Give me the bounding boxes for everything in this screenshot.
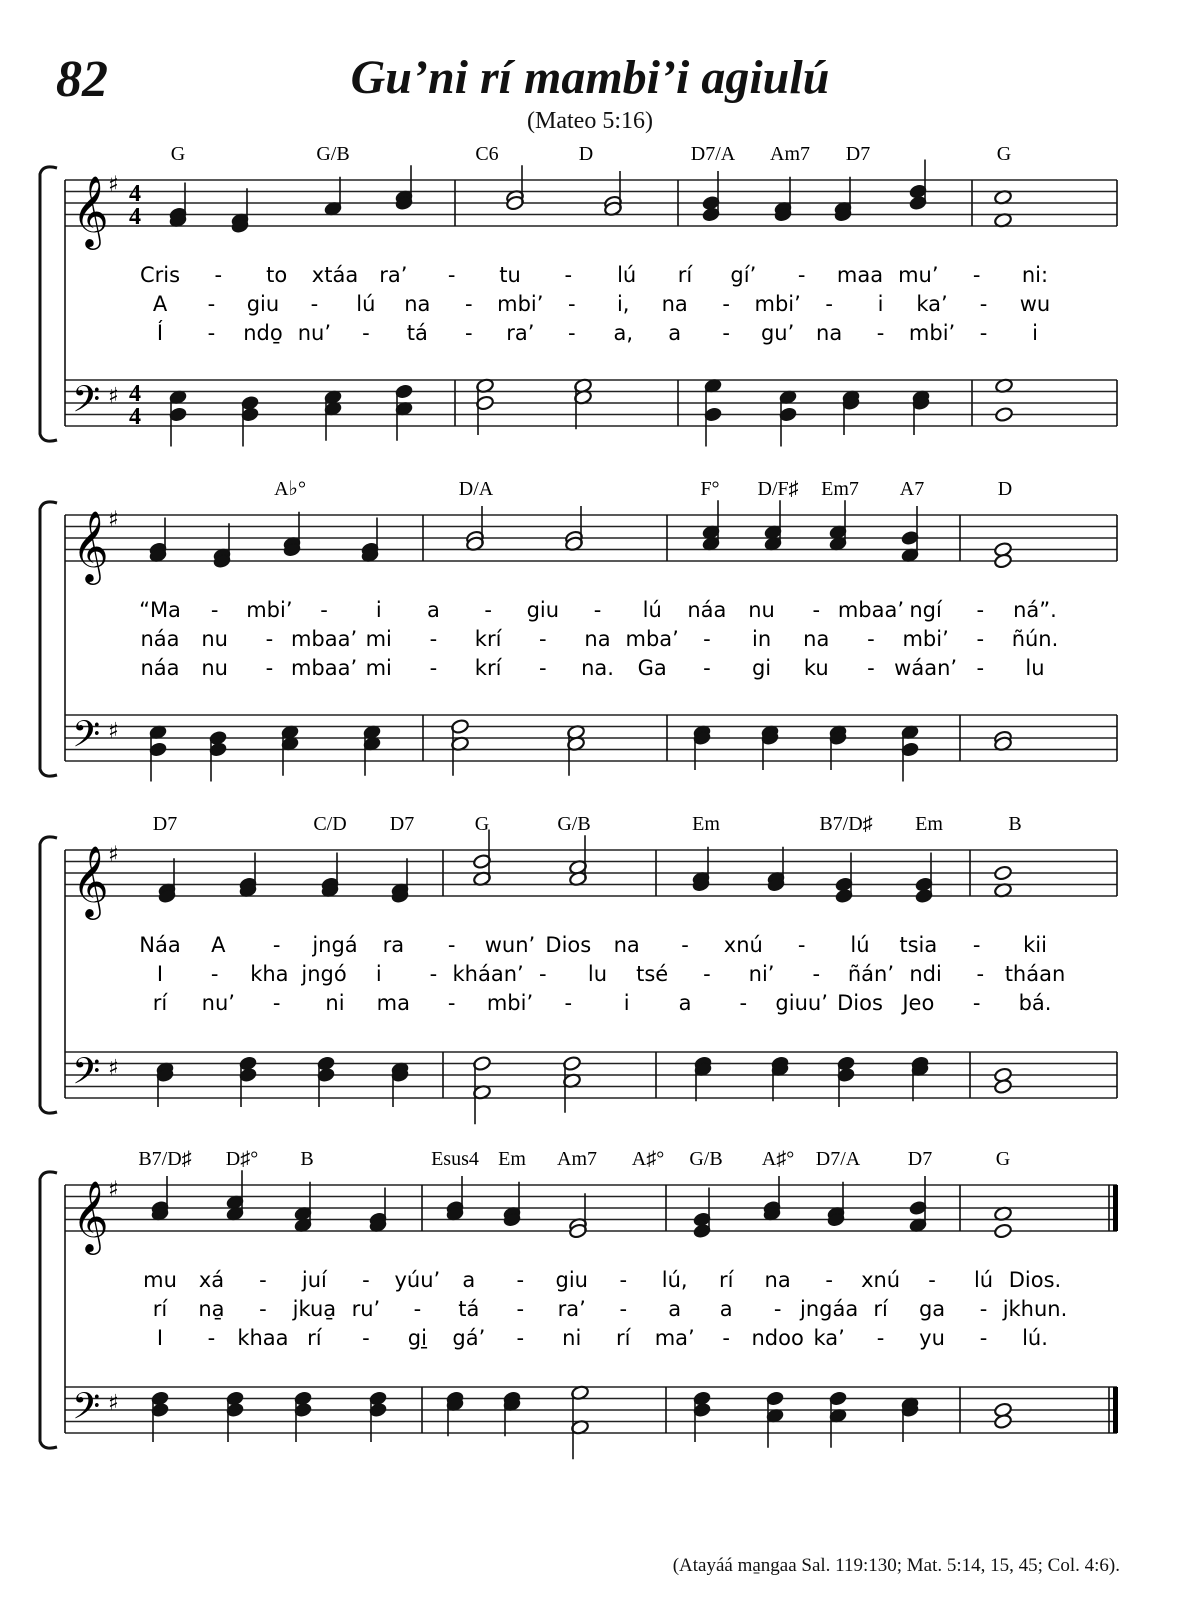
lyric-syllable: lú xyxy=(973,1268,994,1292)
lyric-hyphen: - xyxy=(516,1297,525,1321)
lyric-hyphen: - xyxy=(825,1268,833,1292)
key-signature-sharp-icon: ♯ xyxy=(108,172,119,198)
key-signature-sharp-icon: ♯ xyxy=(108,507,119,533)
lyric-hyphen: - xyxy=(214,263,223,287)
chord-symbol: Em7 xyxy=(821,478,859,500)
lyric-syllable: lú, xyxy=(661,1268,688,1292)
lyric-hyphen: - xyxy=(484,598,492,622)
lyric-syllable: a xyxy=(462,1268,476,1292)
lyric-syllable: mbi’ xyxy=(497,292,544,316)
lyric-syllable: mu’ xyxy=(898,263,939,287)
lyric-syllable: na xyxy=(613,933,640,957)
lyric-syllable: tsia xyxy=(899,933,938,957)
lyric-hyphen: - xyxy=(465,321,473,345)
lyric-syllable: tháan xyxy=(1004,962,1066,986)
chord-symbol: A7 xyxy=(899,478,925,500)
lyric-syllable: náa xyxy=(140,656,180,680)
lyric-syllable: Í xyxy=(156,321,164,345)
lyric-syllable: mbaa’ xyxy=(290,627,358,651)
chord-symbol: A♯° xyxy=(631,1148,665,1170)
key-signature-sharp-icon: ♯ xyxy=(108,1391,119,1416)
note-head xyxy=(994,1223,1013,1239)
lyric-hyphen: - xyxy=(265,656,274,680)
lyric-hyphen: - xyxy=(619,1268,628,1292)
lyric-syllable: na xyxy=(584,627,611,651)
lyric-syllable: giu xyxy=(246,292,280,316)
lyric-syllable: nu’ xyxy=(297,321,332,345)
lyric-hyphen: - xyxy=(812,598,821,622)
lyric-hyphen: - xyxy=(539,627,547,651)
lyric-hyphen: - xyxy=(362,1268,370,1292)
treble-clef-icon: 𝄞 xyxy=(72,1179,109,1252)
lyric-hyphen: - xyxy=(320,598,328,622)
lyric-syllable: jkua̱ xyxy=(292,1297,337,1321)
treble-clef-icon: 𝄞 xyxy=(72,509,109,582)
lyric-hyphen: - xyxy=(265,627,274,651)
lyric-hyphen: - xyxy=(564,263,573,287)
lyric-hyphen: - xyxy=(516,1268,525,1292)
lyric-syllable: mbi’ xyxy=(246,598,293,622)
lyric-syllable: khaa xyxy=(237,1326,289,1350)
lyric-syllable: náa xyxy=(140,627,180,651)
lyric-hyphen: - xyxy=(979,1297,988,1321)
lyric-hyphen: - xyxy=(207,1326,216,1350)
lyric-hyphen: - xyxy=(773,1297,782,1321)
lyric-syllable: ngí xyxy=(909,598,942,622)
lyric-hyphen: - xyxy=(979,1326,988,1350)
lyric-syllable: ra xyxy=(382,933,405,957)
lyric-hyphen: - xyxy=(703,656,711,680)
lyric-syllable: i, xyxy=(616,292,630,316)
lyric-syllable: kii xyxy=(1023,933,1047,957)
chord-symbol: B xyxy=(1008,813,1022,835)
lyric-syllable: na xyxy=(661,292,688,316)
lyric-hyphen: - xyxy=(797,263,806,287)
lyric-syllable: tu xyxy=(499,263,521,287)
lyric-hyphen: - xyxy=(703,627,711,651)
lyric-syllable: lú xyxy=(617,263,637,287)
lyric-hyphen: - xyxy=(210,598,219,622)
treble-clef-icon: 𝄞 xyxy=(72,844,109,917)
lyric-syllable: bá. xyxy=(1018,991,1052,1015)
chord-symbol: D7/A xyxy=(815,1148,861,1170)
lyric-syllable: juí xyxy=(301,1268,327,1292)
lyric-syllable: to xyxy=(266,263,288,287)
lyric-syllable: ndoo xyxy=(751,1326,804,1350)
lyric-hyphen: - xyxy=(259,1297,267,1321)
chord-symbol: A♯° xyxy=(761,1148,795,1170)
final-barline-thick xyxy=(1113,1387,1118,1433)
lyric-syllable: ku xyxy=(803,656,829,680)
lyric-syllable: ndo̱ xyxy=(243,321,283,345)
lyric-syllable: ni xyxy=(562,1326,582,1350)
bass-clef-icon: 𝄢 xyxy=(72,1050,101,1102)
lyric-syllable: Ga xyxy=(637,656,667,680)
time-signature-bottom: 4 xyxy=(129,404,141,430)
lyric-syllable: Cris xyxy=(139,263,181,287)
time-signature-bottom: 4 xyxy=(129,204,141,230)
lyric-syllable: lu xyxy=(587,962,608,986)
lyric-hyphen: - xyxy=(429,656,438,680)
lyric-hyphen: - xyxy=(812,962,821,986)
lyric-hyphen: - xyxy=(567,292,576,316)
system-bracket xyxy=(40,502,57,776)
lyric-syllable: Dios xyxy=(837,991,883,1015)
chord-symbol: B xyxy=(300,1148,314,1170)
lyric-hyphen: - xyxy=(362,321,370,345)
lyric-syllable: ñán’ xyxy=(847,962,895,986)
lyric-syllable: nu xyxy=(748,598,775,622)
lyric-syllable: rí xyxy=(152,1297,168,1321)
lyric-syllable: gá’ xyxy=(452,1326,486,1350)
lyric-hyphen: - xyxy=(362,1326,370,1350)
lyric-syllable: na xyxy=(764,1268,791,1292)
lyric-syllable: wun’ xyxy=(484,933,536,957)
lyric-syllable: i xyxy=(1032,321,1038,345)
note-head xyxy=(994,1414,1013,1430)
lyric-syllable: ra’ xyxy=(557,1297,586,1321)
lyric-syllable: a xyxy=(719,1297,733,1321)
chord-symbol: G/B xyxy=(689,1148,723,1170)
lyric-hyphen: - xyxy=(979,292,988,316)
chord-symbol: A♭° xyxy=(274,478,306,500)
lyric-syllable: ni: xyxy=(1021,263,1049,287)
lyric-hyphen: - xyxy=(539,656,547,680)
lyric-syllable: I xyxy=(156,1326,164,1350)
lyric-syllable: kha xyxy=(250,962,289,986)
chord-symbol: D♯° xyxy=(225,1148,259,1170)
lyric-hyphen: - xyxy=(797,933,806,957)
lyric-syllable: lú xyxy=(850,933,870,957)
key-signature-sharp-icon: ♯ xyxy=(108,384,119,409)
lyric-syllable: A xyxy=(211,933,226,957)
lyric-syllable: i xyxy=(375,598,382,622)
chord-symbol: G/B xyxy=(316,143,350,165)
bass-clef-icon: 𝄢 xyxy=(72,1385,101,1437)
lyric-hyphen: - xyxy=(207,321,216,345)
lyric-syllable: maa xyxy=(836,263,884,287)
lyric-syllable: giuu’ xyxy=(775,991,828,1015)
lyric-hyphen: - xyxy=(681,933,689,957)
chord-symbol: D xyxy=(997,478,1013,500)
lyric-syllable: wáan’ xyxy=(894,656,958,680)
chord-symbol: D/A xyxy=(458,478,494,500)
lyric-syllable: mbi’ xyxy=(754,292,801,316)
chord-symbol: G xyxy=(995,1148,1011,1170)
lyric-hyphen: - xyxy=(429,962,438,986)
lyric-syllable: mba’ xyxy=(625,627,679,651)
chord-symbol: Esus4 xyxy=(431,1148,479,1170)
chord-symbol: G xyxy=(170,143,186,165)
lyric-syllable: in xyxy=(751,627,772,651)
hymn-number: 82 xyxy=(56,51,108,108)
lyric-hyphen: - xyxy=(210,962,219,986)
lyric-syllable: mi xyxy=(365,627,392,651)
lyric-hyphen: - xyxy=(207,292,216,316)
lyric-syllable: ñún. xyxy=(1011,627,1059,651)
chord-symbol: Em xyxy=(915,813,943,835)
lyric-syllable: mbaa’ xyxy=(837,598,905,622)
lyric-syllable: rí xyxy=(873,1297,888,1321)
lyric-syllable: ra’ xyxy=(506,321,535,345)
chord-symbol: D7/A xyxy=(690,143,736,165)
chord-symbol: Am7 xyxy=(557,1148,597,1170)
lyric-syllable: mu xyxy=(143,1268,177,1292)
chord-symbol: G xyxy=(996,143,1012,165)
chord-symbol: D7 xyxy=(845,143,871,165)
lyric-syllable: Dios xyxy=(545,933,592,957)
lyric-hyphen: - xyxy=(876,321,885,345)
lyric-syllable: a xyxy=(427,598,440,622)
lyric-syllable: yúu’ xyxy=(394,1268,441,1292)
lyric-hyphen: - xyxy=(447,933,456,957)
note-head xyxy=(994,553,1013,569)
lyric-syllable: nu’ xyxy=(201,991,235,1015)
lyric-hyphen: - xyxy=(928,1268,936,1292)
lyric-syllable: krí xyxy=(474,627,502,651)
lyric-syllable: I xyxy=(156,962,164,986)
lyric-syllable: xnú xyxy=(723,933,763,957)
lyric-syllable: ni’ xyxy=(748,962,775,986)
lyric-syllable: rí xyxy=(152,991,168,1015)
lyric-syllable: gi̱ xyxy=(407,1326,427,1350)
lyric-hyphen: - xyxy=(567,321,576,345)
lyric-syllable: mi xyxy=(365,656,392,680)
chord-symbol: G xyxy=(474,813,490,835)
lyric-syllable: i xyxy=(623,991,630,1015)
lyric-syllable: “Ma xyxy=(139,598,181,622)
lyric-hyphen: - xyxy=(447,263,456,287)
lyric-syllable: gí’ xyxy=(730,263,757,287)
chord-symbol: D7 xyxy=(907,1148,933,1170)
lyric-hyphen: - xyxy=(593,598,602,622)
lyric-hyphen: - xyxy=(272,991,281,1015)
system-bracket xyxy=(40,167,57,441)
lyric-hyphen: - xyxy=(703,962,711,986)
lyric-syllable: ga xyxy=(918,1297,946,1321)
lyric-hyphen: - xyxy=(465,292,473,316)
key-signature-sharp-icon: ♯ xyxy=(108,842,119,868)
lyric-syllable: gu’ xyxy=(760,321,795,345)
lyric-syllable: Jeo xyxy=(902,991,935,1015)
lyric-syllable: tá xyxy=(406,321,428,345)
chord-symbol: C6 xyxy=(475,143,499,165)
lyric-syllable: jngá xyxy=(312,933,358,957)
lyric-hyphen: - xyxy=(722,292,730,316)
lyric-syllable: mbi’ xyxy=(908,321,956,345)
lyric-hyphen: - xyxy=(972,933,981,957)
treble-clef-icon: 𝄞 xyxy=(72,174,109,247)
note-head xyxy=(994,1079,1013,1095)
lyric-syllable: ka’ xyxy=(813,1326,845,1350)
chord-symbol: D/F♯ xyxy=(757,478,799,500)
lyric-hyphen: - xyxy=(539,962,547,986)
system-bracket xyxy=(40,1172,57,1448)
lyric-syllable: xá xyxy=(198,1268,225,1292)
lyric-syllable: giu xyxy=(555,1268,589,1292)
lyric-syllable: ma xyxy=(376,991,410,1015)
system-bracket xyxy=(40,837,57,1113)
note-head xyxy=(995,407,1014,423)
lyric-syllable: ra’ xyxy=(379,263,408,287)
lyric-syllable: ni xyxy=(325,991,345,1015)
lyric-syllable: Dios. xyxy=(1008,1268,1062,1292)
lyric-hyphen: - xyxy=(564,991,573,1015)
lyric-syllable: a xyxy=(678,991,692,1015)
key-signature-sharp-icon: ♯ xyxy=(108,719,119,744)
lyric-syllable: lú xyxy=(642,598,662,622)
lyric-hyphen: - xyxy=(876,1326,885,1350)
lyric-hyphen: - xyxy=(259,1268,267,1292)
lyric-hyphen: - xyxy=(976,656,985,680)
chord-symbol: C/D xyxy=(313,813,347,835)
lyric-syllable: tsé xyxy=(636,962,669,986)
lyric-syllable: lu xyxy=(1025,656,1045,680)
lyric-hyphen: - xyxy=(272,933,281,957)
hymn-title: Gu’ni rí mambi’i agiulú xyxy=(350,51,830,104)
footnote-references: (Atayáá ma̱ngaa Sal. 119:130; Mat. 5:14, 15, 45; Col. 4:6). xyxy=(672,1555,1120,1576)
lyric-syllable: krí xyxy=(474,656,502,680)
lyric-syllable: xtáa xyxy=(311,263,359,287)
chord-symbol: Em xyxy=(498,1148,526,1170)
lyric-syllable: lú. xyxy=(1022,1326,1048,1350)
lyric-hyphen: - xyxy=(976,598,985,622)
lyric-syllable: a xyxy=(668,321,682,345)
time-signature-top: 4 xyxy=(129,381,141,407)
lyric-hyphen: - xyxy=(619,1297,628,1321)
lyric-syllable: ndi xyxy=(909,962,942,986)
lyric-hyphen: - xyxy=(429,627,438,651)
lyric-hyphen: - xyxy=(976,962,985,986)
key-signature-sharp-icon: ♯ xyxy=(108,1056,119,1081)
chord-symbol: D7 xyxy=(389,813,415,835)
lyric-syllable: jkhun. xyxy=(1002,1297,1068,1321)
lyric-hyphen: - xyxy=(972,263,981,287)
chord-symbol: Em xyxy=(692,813,720,835)
bass-clef-icon: 𝄢 xyxy=(72,713,101,765)
lyric-hyphen: - xyxy=(972,991,981,1015)
lyric-syllable: mbi’ xyxy=(902,627,949,651)
lyric-syllable: rí xyxy=(718,1268,734,1292)
lyric-hyphen: - xyxy=(722,1326,730,1350)
lyric-hyphen: - xyxy=(739,991,748,1015)
lyric-syllable: gi xyxy=(751,656,772,680)
lyric-syllable: xnú xyxy=(861,1268,901,1292)
final-barline-thick xyxy=(1113,1185,1118,1231)
lyric-syllable: yu xyxy=(919,1326,945,1350)
lyric-syllable: rí xyxy=(307,1326,322,1350)
key-signature-sharp-icon: ♯ xyxy=(108,1177,119,1203)
lyric-syllable: nu xyxy=(201,656,228,680)
lyric-syllable: i xyxy=(877,292,884,316)
lyric-syllable: a, xyxy=(613,321,634,345)
note-head xyxy=(994,865,1013,881)
lyric-hyphen: - xyxy=(825,292,833,316)
lyric-hyphen: - xyxy=(722,321,730,345)
lyric-syllable: na̱ xyxy=(198,1297,225,1321)
lyric-syllable: a xyxy=(668,1297,682,1321)
lyric-syllable: wu xyxy=(1019,292,1051,316)
chord-symbol: F° xyxy=(700,478,720,500)
lyric-syllable: mbaa’ xyxy=(290,656,358,680)
lyric-syllable: giu xyxy=(526,598,560,622)
chord-symbol: B7/D♯ xyxy=(819,813,873,835)
lyric-syllable: na. xyxy=(581,656,614,680)
lyric-syllable: rí xyxy=(616,1326,631,1350)
chord-symbol: D7 xyxy=(152,813,178,835)
lyric-hyphen: - xyxy=(447,991,456,1015)
lyric-syllable: i xyxy=(375,962,382,986)
lyric-syllable: náa xyxy=(687,598,727,622)
lyric-syllable: ná”. xyxy=(1013,598,1057,622)
chord-symbol: G/B xyxy=(557,813,591,835)
chord-symbol: D xyxy=(578,143,594,165)
lyric-syllable: lú xyxy=(356,292,376,316)
bass-clef-icon: 𝄢 xyxy=(72,378,101,430)
lyric-syllable: jngó xyxy=(301,962,347,986)
lyric-syllable: na xyxy=(816,321,843,345)
lyric-hyphen: - xyxy=(867,656,875,680)
lyric-syllable: kháan’ xyxy=(452,962,524,986)
lyric-hyphen: - xyxy=(979,321,988,345)
lyric-hyphen: - xyxy=(310,292,319,316)
hymn-subtitle: (Mateo 5:16) xyxy=(527,108,653,134)
lyric-syllable: ru’ xyxy=(351,1297,381,1321)
lyric-syllable: ma’ xyxy=(654,1326,695,1350)
lyric-hyphen: - xyxy=(867,627,875,651)
lyric-syllable: tá xyxy=(458,1297,480,1321)
time-signature-top: 4 xyxy=(129,181,141,207)
lyric-syllable: Náa xyxy=(139,933,181,957)
lyric-syllable: mbi’ xyxy=(486,991,534,1015)
lyric-hyphen: - xyxy=(413,1297,422,1321)
chord-symbol: B7/D♯ xyxy=(138,1148,192,1170)
lyric-syllable: ka’ xyxy=(916,292,948,316)
lyric-syllable: nu xyxy=(201,627,228,651)
lyric-syllable: rí xyxy=(677,263,693,287)
chord-symbol: Am7 xyxy=(770,143,810,165)
lyric-syllable: na xyxy=(404,292,431,316)
lyric-syllable: jngáa xyxy=(800,1297,859,1321)
lyric-syllable: na xyxy=(803,627,830,651)
lyric-hyphen: - xyxy=(516,1326,525,1350)
lyric-hyphen: - xyxy=(976,627,985,651)
lyric-syllable: A xyxy=(152,292,168,316)
